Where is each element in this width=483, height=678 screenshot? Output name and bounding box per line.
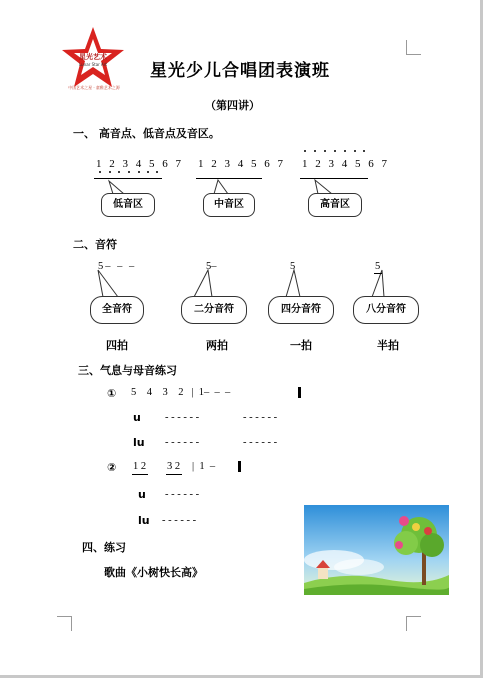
- section4-heading: 四、练习: [82, 541, 126, 554]
- exercise2-underline-2: [166, 474, 182, 475]
- logo-slogan: 中国艺术之星 · 童稚艺术之源: [68, 85, 120, 90]
- exercise2-syllable-lu: lu: [138, 514, 150, 527]
- tree-illustration: [304, 505, 449, 595]
- exercise2-marker: ②: [107, 461, 117, 474]
- beats-half: 两拍: [206, 339, 228, 352]
- beats-eighth: 半拍: [377, 339, 399, 352]
- exercise2-notes-1: 1 2: [133, 461, 147, 472]
- exercise2-end-barline: [238, 461, 241, 472]
- exercise2-lu-dashes: - - - - - -: [162, 515, 197, 526]
- exercise2-syllable-u: u: [138, 488, 146, 501]
- bubble-half-note: 二分音符: [181, 296, 247, 324]
- exercise1-syllable-u: u: [133, 411, 141, 424]
- bubble-low-register: 低音区: [101, 193, 155, 217]
- section1-heading: 一、 高音点、低音点及音区。: [73, 127, 220, 140]
- exercise1-u-dashes-b: - - - - - -: [243, 412, 278, 423]
- logo-brand-text: 星光艺术: [79, 53, 107, 61]
- bubble-quarter-note: 四分音符: [268, 296, 334, 324]
- exercise1-syllable-lu: lu: [133, 436, 145, 449]
- exercise1-end-barline: [298, 387, 301, 398]
- exercise1-notes: 5 4 3 2 | 1– – –: [131, 387, 231, 398]
- eighth-note-underline: [374, 273, 382, 274]
- exercise1-marker: ①: [107, 387, 117, 400]
- exercise1-u-dashes-a: - - - - - -: [165, 412, 200, 423]
- scale-low: 1 2 3 4 5 6 7: [96, 158, 184, 170]
- exercise2-underline-1: [132, 474, 148, 475]
- song-title: 歌曲《小树快长高》: [104, 566, 203, 579]
- scale-middle: 1 2 3 4 5 6 7: [198, 158, 286, 170]
- bubble-eighth-note: 八分音符: [353, 296, 419, 324]
- logo-english-text: Lunar Star Art: [78, 62, 108, 67]
- section2-heading: 二、音符: [73, 238, 117, 251]
- notation-whole: 5– – –: [98, 261, 137, 272]
- scale-high: 1 2 3 4 5 6 7: [302, 158, 390, 170]
- exercise2-notes-rest: | 1 –: [192, 461, 216, 472]
- beats-whole: 四拍: [106, 339, 128, 352]
- section3-heading: 三、气息与母音练习: [78, 364, 177, 377]
- page-title: 星光少儿合唱团表演班: [150, 61, 330, 81]
- notation-half: 5–: [206, 261, 217, 272]
- beats-quarter: 一拍: [290, 339, 312, 352]
- bubble-whole-note: 全音符: [90, 296, 144, 324]
- tree-scene-image: [304, 505, 449, 595]
- exercise2-notes-2: 3 2: [167, 461, 181, 472]
- exercise1-lu-dashes-b: - - - - - -: [243, 437, 278, 448]
- notation-quarter: 5: [290, 261, 296, 272]
- exercise1-lu-dashes-a: - - - - - -: [165, 437, 200, 448]
- bubble-middle-register: 中音区: [203, 193, 255, 217]
- lecture-number: （第四讲）: [205, 99, 260, 112]
- exercise2-u-dashes: - - - - - -: [165, 489, 200, 500]
- bubble-high-register: 高音区: [308, 193, 362, 217]
- notation-eighth: 5: [375, 261, 381, 272]
